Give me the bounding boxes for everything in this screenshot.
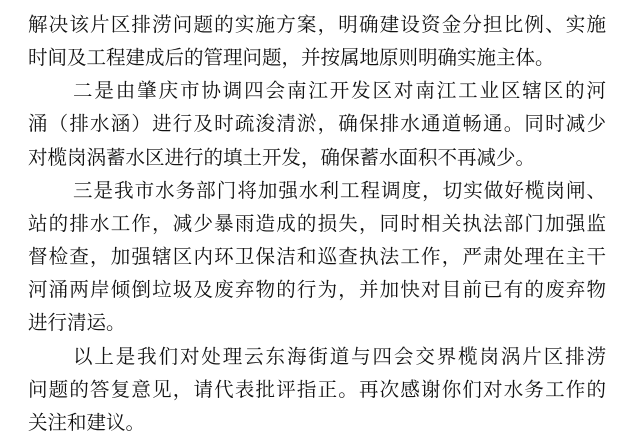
text-line-content: 时间及工程建成后的管理问题，并按属地原则明确实施主体。 <box>28 46 555 70</box>
text-line-content: 二是由肇庆市协调四会南江开发区对南江工业区辖区的河 <box>73 79 606 103</box>
text-line <box>0 406 620 439</box>
text-line <box>0 107 620 140</box>
text-line-content: 以上是我们对处理云东海街道与四会交界榄岗涡片区排涝 <box>73 344 606 368</box>
text-line-content: 问题的答复意见，请代表批评指正。再次感谢你们对水务工作的 <box>28 377 606 401</box>
text-line-content: 对榄岗涡蓄水区进行的填土开发，确保蓄水面积不再减少。 <box>28 145 536 169</box>
text-line <box>0 207 620 240</box>
text-line-content: 关注和建议。 <box>28 410 146 434</box>
text-line-content: 督检查，加强辖区内环卫保洁和巡查执法工作，严肃处理在主干 <box>28 245 606 269</box>
text-line-content: 河涌两岸倾倒垃圾及废弃物的行为，并加快对目前已有的废弃物 <box>28 278 606 302</box>
text-line <box>0 8 620 41</box>
text-line-content: 三是我市水务部门将加强水利工程调度，切实做好榄岗闸、 <box>73 178 606 202</box>
text-line <box>0 373 620 406</box>
text-line <box>0 273 620 306</box>
paragraph-first-line <box>0 174 620 207</box>
text-line <box>0 240 620 273</box>
text-line <box>0 41 620 74</box>
text-line <box>0 306 620 339</box>
text-line-content: 解决该片区排涝问题的实施方案，明确建设资金分担比例、实施 <box>28 13 606 36</box>
text-line-content: 进行清运。 <box>28 311 126 335</box>
paragraph-first-line <box>0 74 620 107</box>
paragraph-first-line <box>0 340 620 373</box>
text-line-content: 站的排水工作，减少暴雨造成的损失，同时相关执法部门加强监 <box>28 211 606 235</box>
text-line-content: 涌（排水涵）进行及时疏浚清淤，确保排水通道畅通。同时减少 <box>28 112 606 136</box>
text-line <box>0 141 620 174</box>
